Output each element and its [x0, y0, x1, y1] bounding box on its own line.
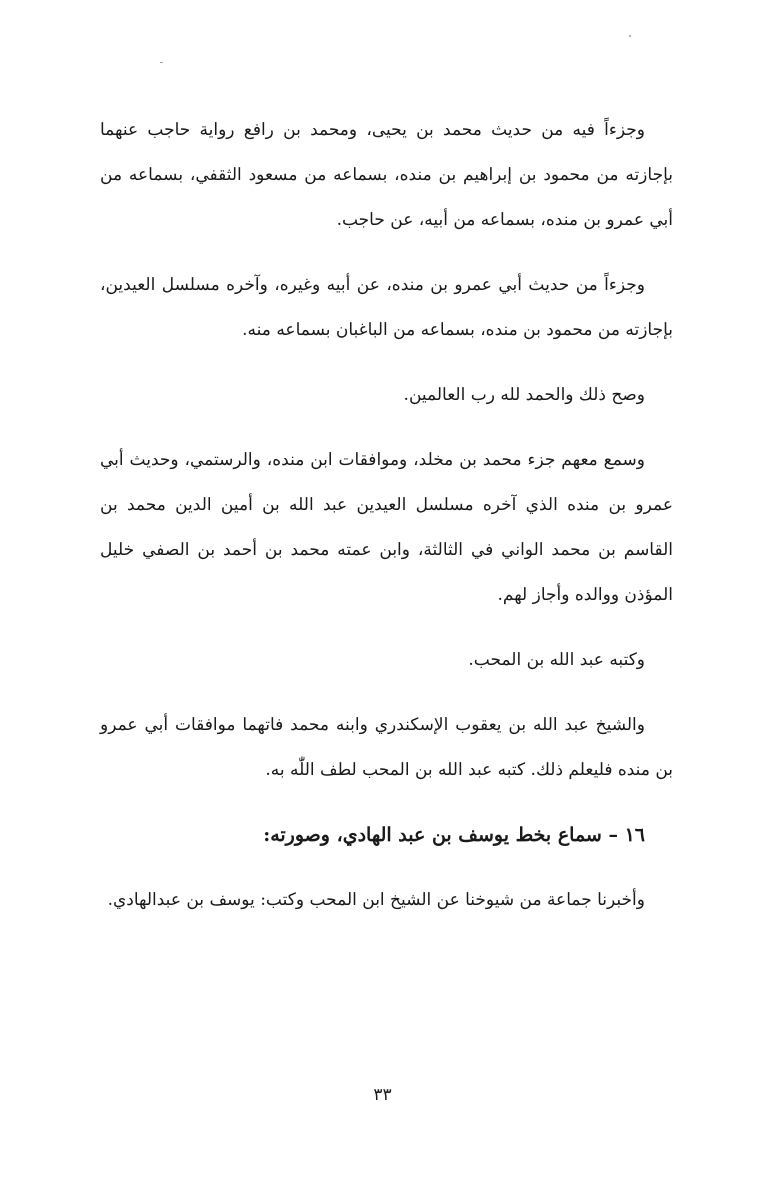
scan-speck	[160, 62, 163, 63]
paragraph: وصح ذلك والحمد لله رب العالمين.	[403, 385, 645, 405]
paragraph: وجزءاً من حديث أبي عمرو بن منده، عن أبيه وغيره، وآخره مسلسل العيدين، بإجازته من محمود بن منده، بسماعه من الباغبان بسماعه منه.	[100, 275, 673, 340]
paragraph: وسمع معهم جزء محمد بن مخلد، وموافقات ابن منده، والرستمي، وحديث أبي عمرو بن منده الذي آخره مسلسل العيدين عبد الله بن أمين الدين محمد بن القاسم بن محمد الواني في الثالثة، وابن عمته محمد بن أحمد بن الصفي خليل المؤذن ووالده وأجاز لهم.	[100, 450, 673, 605]
document-body	[100, 108, 673, 943]
paragraph: والشيخ عبد الله بن يعقوب الإسكندري وابنه محمد فاتهما موافقات أبي عمرو بن منده فليعلم ذلك. كتبه عبد الله بن المحب لطف اللّٰه به.	[100, 715, 673, 780]
scan-speck	[629, 35, 631, 37]
section-heading: ١٦ – سماع بخط يوسف بن عبد الهادي، وصورته:	[263, 824, 645, 846]
paragraph: وكتبه عبد الله بن المحب.	[468, 650, 645, 670]
page-number: ٣٣	[373, 1085, 392, 1105]
paragraph: وجزءاً فيه من حديث محمد بن يحيى، ومحمد بن رافع رواية حاجب عنهما بإجازته من محمود بن إبراهيم بن منده، بسماعه من مسعود الثقفي، بسماعه من أبي عمرو بن منده، بسماعه من أبيه، عن حاجب.	[100, 120, 673, 230]
paragraph: وأخبرنا جماعة من شيوخنا عن الشيخ ابن المحب وكتب: يوسف بن عبدالهادي.	[107, 890, 645, 910]
